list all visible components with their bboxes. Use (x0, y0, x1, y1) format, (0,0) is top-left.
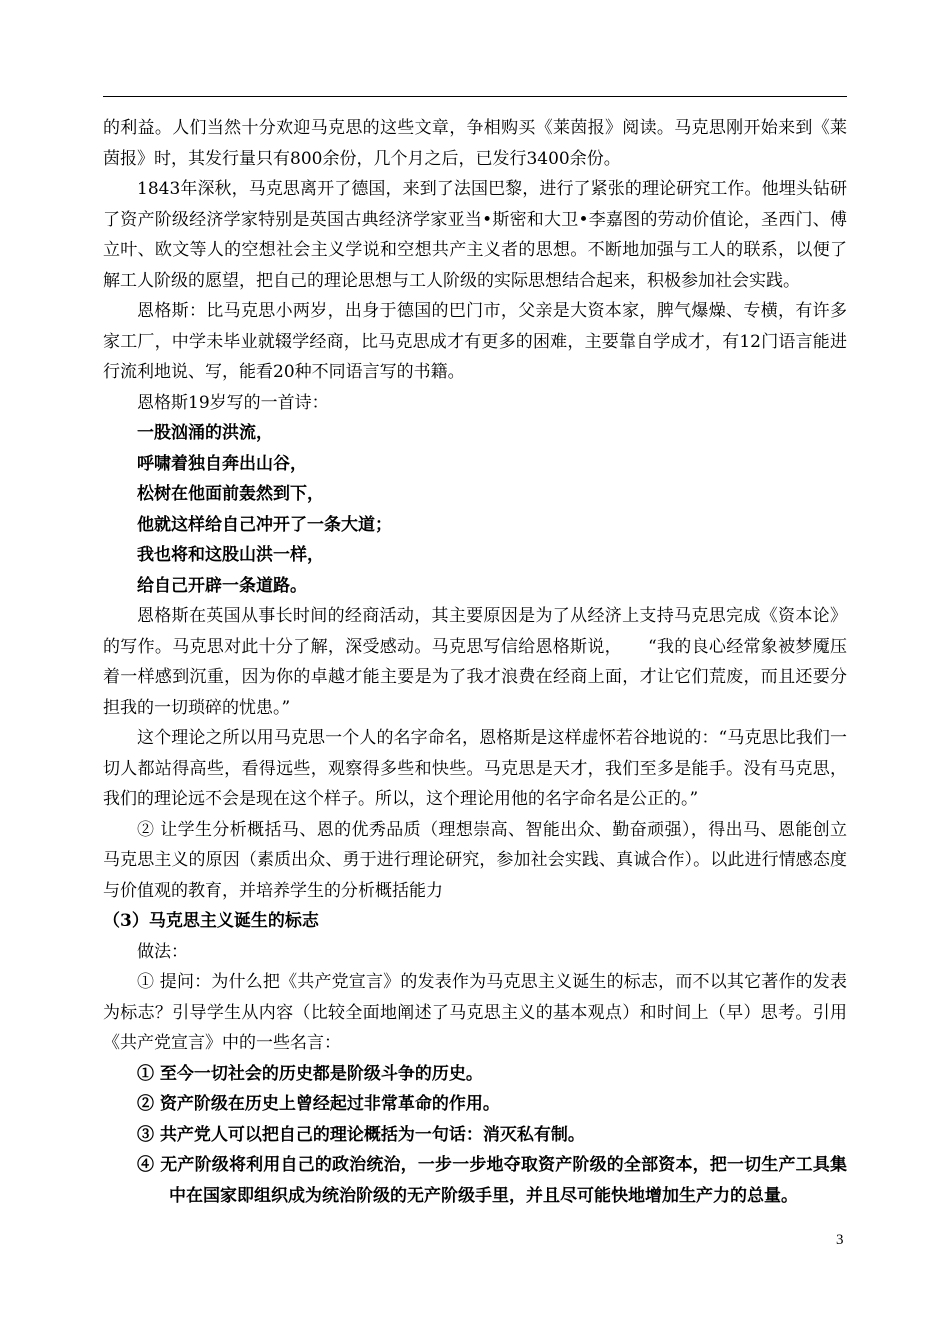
paragraph-qualities-analysis: ② 让学生分析概括马、恩的优秀品质（理想崇高、智能出众、勤奋顽强），得出马、恩能创立马克思主义的原因（素质出众、勇于进行理论研究，参加社会实践、真诚合作）。以此进行情感态度与价值观的教育，并培养学生的分析概括能力 (103, 819, 847, 901)
paragraph-engels-business: 恩格斯在英国从事长时间的经商活动，其主要原因是为了从经济上支持马克思完成《资本论》的写作。马克思对此十分了解，深受感动。马克思写信给恩格斯说， “我的良心经常象被梦魇压着一样感到沉重，因为你的卓越才能主要是为了我才浪费在经商上面，才让它们荒废，而且还要分担我的一切琐碎的忧患。” (103, 606, 847, 718)
poem-line: 他就这样给自己冲开了一条大道； (137, 514, 392, 535)
paragraph-theory-naming: 这个理论之所以用马克思一个人的名字命名，恩格斯是这样虚怀若谷地说的：“马克思比我们一切人都站得高些，看得远些，观察得多些和快些。马克思是天才，我们至多是能手。没有马克思，我们的理论远不会是现在这个样子。所以，这个理论用他的名字命名是公正的。” (103, 728, 847, 809)
poem-line: 松树在他面前轰然到下， (137, 484, 324, 504)
poem-line: 一股汹涌的洪流， (137, 423, 273, 443)
paragraph-paris-1843: 1843年深秋，马克思离开了德国，来到了法国巴黎，进行了紧张的理论研究工作。他埋头钻研了资产阶级经济学家特别是英国古典经济学家亚当•斯密和大卫•李嘉图的劳动价值论，圣西门、傅立叶、欧文等人的空想社会主义学说和空想共产主义者的思想。不断地加强与工人的联系，以便了解工人阶级的愿望，把自己的理论思想与工人阶级的实际思想结合起来，积极参加社会实践。 (103, 179, 847, 291)
header-rule (103, 96, 847, 97)
paragraph-method-label: 做法： (137, 941, 188, 962)
poem-line: 呼啸着独自奔出山谷， (137, 453, 307, 474)
poem-line: 给自己开辟一条道路。 (137, 575, 307, 596)
poem-line: 我也将和这股山洪一样， (137, 545, 324, 565)
paragraph-poem-intro: 恩格斯19岁写的一首诗： (137, 392, 329, 413)
quote-item: ② 资产阶级在历史上曾经起过非常革命的作用。 (137, 1094, 500, 1114)
quote-item: ④ 无产阶级将利用自己的政治统治，一步一步地夺取资产阶级的全部资本，把一切生产工具集中在国家即组织成为统治阶级的无产阶级手里，并且尽可能快地增加生产力的总量。 (137, 1155, 847, 1206)
paragraph-rheinische-zeitung: 的利益。人们当然十分欢迎马克思的这些文章，争相购买《莱茵报》阅读。马克思刚开始来到《莱茵报》时，其发行量只有800余份，几个月之后，已发行3400余份。 (103, 118, 847, 169)
page-number: 3 (836, 1232, 844, 1248)
quote-item: ③ 共产党人可以把自己的理论概括为一句话：消灭私有制。 (137, 1124, 585, 1145)
poem (103, 418, 847, 601)
page-body (103, 113, 847, 1211)
manifesto-quotes (103, 1059, 847, 1212)
paragraph-question: ① 提问：为什么把《共产党宣言》的发表作为马克思主义诞生的标志，而不以其它著作的发表为标志？引导学生从内容（比较全面地阐述了马克思主义的基本观点）和时间上（早）思考。引用《共产党宣言》中的一些名言： (103, 972, 847, 1053)
section-heading: （3）马克思主义诞生的标志 (103, 911, 319, 931)
paragraph-engels-bio: 恩格斯：比马克思小两岁，出身于德国的巴门市，父亲是大资本家，脾气爆燥、专横，有许多家工厂，中学未毕业就辍学经商，比马克思成才有更多的困难，主要靠自学成才，有12门语言能进行流利地说、写，能看20种不同语言写的书籍。 (103, 301, 847, 382)
quote-item: ① 至今一切社会的历史都是阶级斗争的历史。 (137, 1063, 483, 1084)
